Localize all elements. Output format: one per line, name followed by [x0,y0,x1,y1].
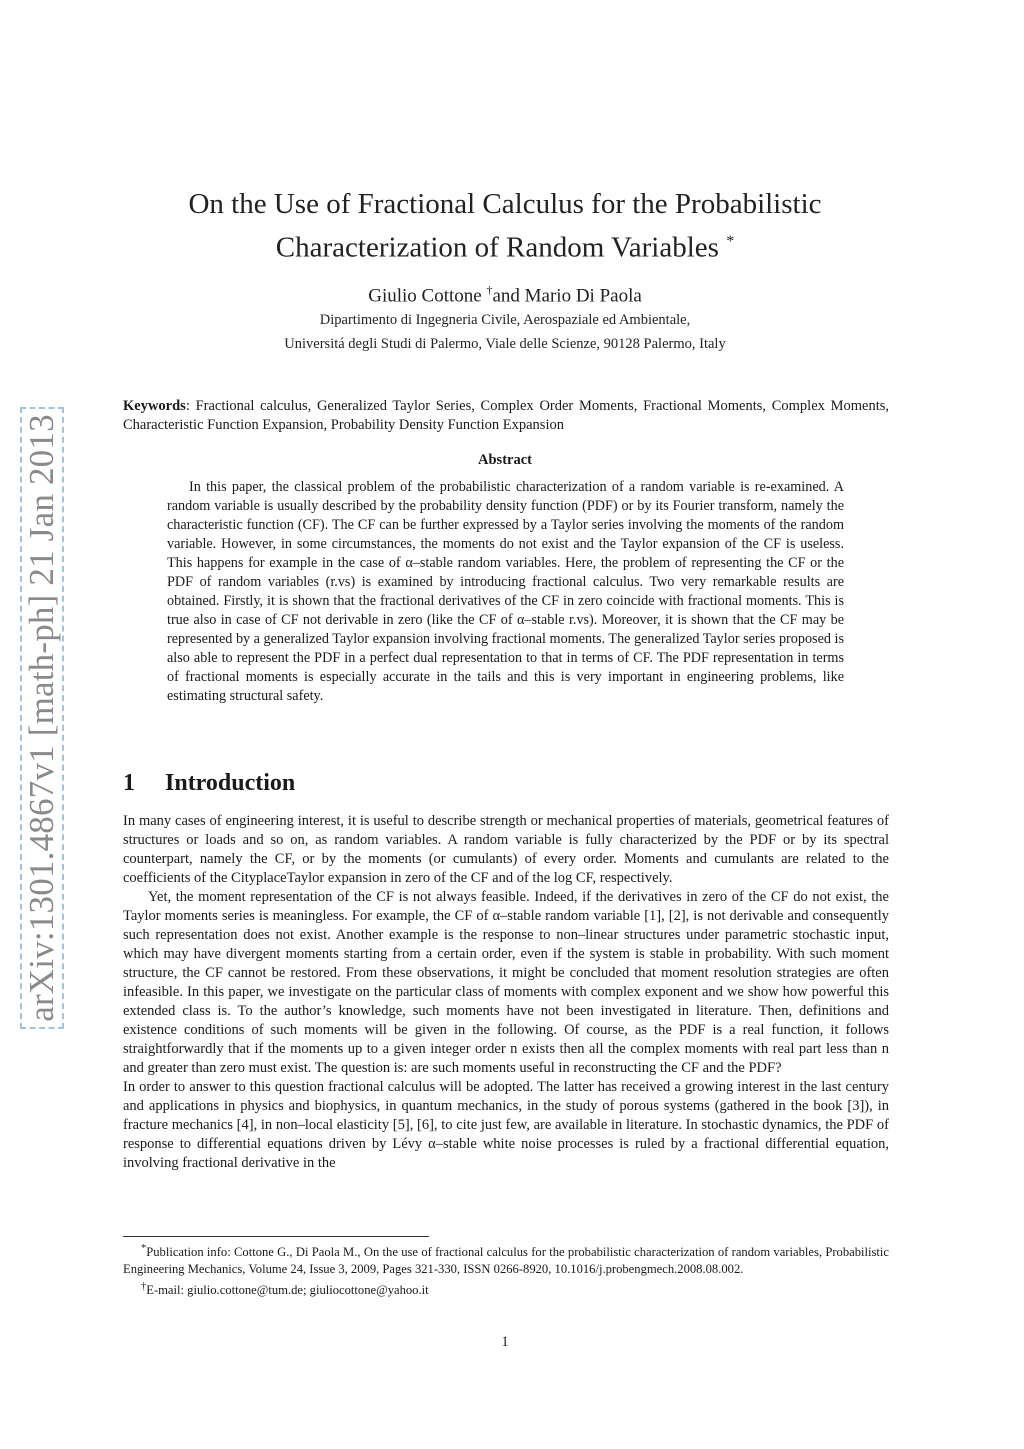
keywords-text: : Fractional calculus, Generalized Taylor Series, Complex Order Moments, Fractional Moments, Complex Moments, Characteristic Function Expansion, Probability Density Function Expansion [123,398,889,433]
title-line-2: Characterization of Random Variables * [275,231,735,264]
section-heading [123,770,295,797]
footnote-1 [123,1240,889,1278]
title-footnote-mark: * [726,233,735,250]
affiliation-line-1: Dipartimento di Ingegneria Civile, Aerospaziale ed Ambientale, [319,312,691,328]
intro-paragraph-3: In order to answer to this question fractional calculus will be adopted. The latter has received a growing interest in the last century and applications in physics and biophysics, in quantum mechanics, in the study of porous systems (gathered in the book [3]), in fracture mechanics [4], in non–local elasticity [5], [6], to cite just few, are available in literature. In stochastic dynamics, the PDF of response to differential equations driven by Lévy α–stable white noise processes is ruled by a fractional differential equation, involving fractional derivative in the [123,1079,889,1171]
intro-paragraph-2: Yet, the moment representation of the CF is not always feasible. Indeed, if the derivatives in zero of the CF do not exist, the Taylor moments series is meaningless. For example, the CF of α–stable random variable [1], [2], is not derivable and consequently such representation does not exist. Another example is the response to non–linear structures under parametric stochastic input, which may have divergent moments starting from a certain order, even if the system is stable in probability. With such moment structure, the CF cannot be restored. From these observations, it might be concluded that moment resolution strategies are often infeasible. In this paper, we investigate on the particular class of moments with complex exponent and we show how powerful this extended class is. To the author’s knowledge, such moments have not been investigated in literature. Then, definitions and existence conditions of such moments will be given in the following. Of course, as the PDF is a real function, it follows straightforwardly that if the moments up to a given integer order n exists then all the complex moments with real part less than n and greater than zero must exist. The question is: are such moments useful in reconstructing the CF and the PDF? [123,889,889,1076]
section-title: Introduction [165,770,296,796]
keywords [123,397,889,435]
page-number: 1 [501,1334,509,1350]
title-line-1: On the Use of Fractional Calculus for the Probabilistic [188,188,822,220]
affiliation-line-2: Universitá degli Studi di Palermo, Viale delle Scienze, 90128 Palermo, Italy [284,336,726,352]
arxiv-identifier: arXiv:1301.4867v1 [math-ph] 21 Jan 2013 [22,414,61,1022]
abstract-heading: Abstract [478,452,532,468]
introduction-body [123,812,889,1173]
section-number: 1 [123,770,135,796]
arxiv-stamp [20,407,64,1029]
abstract-text: In this paper, the classical problem of the probabilistic characterization of a random variable is re-examined. A random variable is usually described by the probability density function (PDF) or by its Fourier transform, namely the characteristic function (CF). The CF can be further expressed by a Taylor series involving the moments of the random variable. However, in some circumstances, the moments do not exist and the Taylor expansion of the CF is useless. This happens for example in the case of α–stable random variables. Here, the problem of representing the CF or the PDF of random variables (r.vs) is examined by introducing fractional calculus. Two very remarkable results are obtained. Firstly, it is shown that the fractional derivatives of the CF in zero coincide with fractional moments. This is true also in case of CF not derivable in zero (like the CF of α–stable r.vs). Moreover, it is shown that the CF may be represented by a generalized Taylor expansion involving fractional moments. The generalized Taylor series proposed is also able to represent the PDF in a perfect dual representation to that in terms of CF. The PDF representation in terms of fractional moments is especially accurate in the tails and this is very important in engineering problems, like estimating structural safety. [167,479,844,704]
footnote-2-text: E-mail: giulio.cottone@tum.de; giuliocottone@yahoo.it [146,1283,429,1298]
footnote-1-mark: * [141,1243,147,1254]
footnotes [123,1240,889,1299]
keywords-label: Keywords [123,398,186,414]
footnote-2-mark: † [141,1281,147,1293]
footnote-1-text: Publication info: Cottone G., Di Paola M., On the use of fractional calculus for the probabilistic characterization of random variables, Probabilistic Engineering Mechanics, Volume 24, Issue 3, 2009, Pages 321-330, ISSN 0266-8920, 10.1016/j.probengmech.2008.08.002. [123,1245,889,1277]
authors [120,283,890,307]
footnote-2 [123,1278,889,1299]
intro-paragraph-1: In many cases of engineering interest, it is useful to describe strength or mechanical properties of materials, geometrical features of structures or loads and so on, as random variables. A random variable is fully characterized by the PDF or by its spectral counterpart, namely the CF, or by the moments (or cumulants) of every order. Moments and cumulants are related to the coefficients of the CityplaceTaylor expansion in zero of the CF and of the log CF, respectively. [123,813,889,886]
author-footnote-mark: † [486,283,493,297]
author-1: Giulio Cottone [368,285,482,307]
footnote-rule [123,1236,429,1237]
author-2: and Mario Di Paola [492,285,642,307]
paper-title [120,185,890,267]
